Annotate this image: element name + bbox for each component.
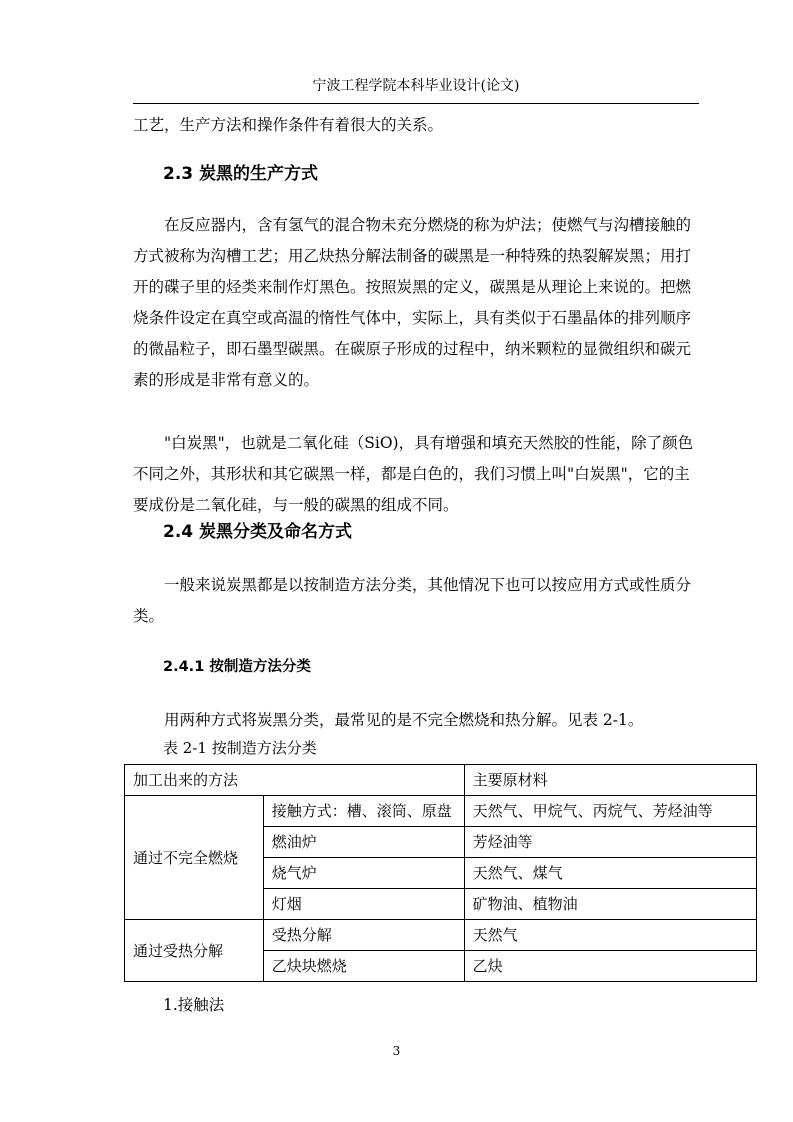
section-2-3-paragraph-1: 在反应器内，含有氢气的混合物未充分燃烧的称为炉法；使燃气与沟槽接触的方式被称为沟槽工艺；用乙炔热分解法制备的碳黑是一种特殊的热裂解炭黑；用打开的碟子里的烃类来制作灯黑色。按照炭黑的定义，碳黑是从理论上来说的。把燃烧条件设定在真空或高温的惰性气体中，实际上，具有类似于石墨晶体的排列顺序的微晶粒子，即石墨型碳黑。在碳原子形成的过程中，纳米颗粒的显微组织和碳元素的形成是非常有意义的。 xyxy=(133,216,692,389)
material-cell: 天然气、甲烷气、丙烷气、芳烃油等 xyxy=(464,796,756,827)
running-header: 宁波工程学院本科毕业设计(论文) xyxy=(312,78,520,94)
method-cell: 接触方式：槽、滚筒、原盘 xyxy=(263,796,464,827)
material-cell: 芳烃油等 xyxy=(464,827,756,858)
section-2-3-paragraph-2: "白炭黑"，也就是二氧化硅（SiO)，具有增强和填充天然胶的性能，除了颜色不同之外，其形状和其它碳黑一样，都是白色的，我们习惯上叫"白炭黑"，它的主要成份是二氧化硅，与一般的碳黑的组成不同。 xyxy=(133,434,694,514)
material-cell: 天然气 xyxy=(464,920,756,951)
method-cell: 受热分解 xyxy=(263,920,464,951)
method-cell: 烧气炉 xyxy=(263,858,464,889)
header-rule xyxy=(133,103,699,104)
group-cell-thermal-decomposition: 通过受热分解 xyxy=(125,920,264,982)
table-header-row xyxy=(125,765,757,796)
classification-table xyxy=(124,764,757,982)
section-2-4-heading: 2.4 炭黑分类及命名方式 xyxy=(163,522,353,542)
section-2-4-paragraph-1: 一般来说炭黑都是以按制造方法分类，其他情况下也可以按应用方式或性质分类。 xyxy=(133,576,692,625)
table-row xyxy=(125,920,757,951)
page-number: 3 xyxy=(392,1044,401,1058)
material-cell: 矿物油、植物油 xyxy=(464,889,756,920)
method-cell: 燃油炉 xyxy=(263,827,464,858)
header-cell-material: 主要原材料 xyxy=(464,765,756,796)
section-2-3-heading: 2.3 炭黑的生产方式 xyxy=(163,164,319,184)
material-cell: 天然气、煤气 xyxy=(464,858,756,889)
group-cell-incomplete-combustion: 通过不完全燃烧 xyxy=(125,796,264,920)
table-row xyxy=(125,796,757,827)
method-cell: 乙炔块燃烧 xyxy=(263,951,464,982)
section-2-4-1-heading: 2.4.1 按制造方法分类 xyxy=(163,659,311,675)
material-cell: 乙炔 xyxy=(464,951,756,982)
method-cell: 灯烟 xyxy=(263,889,464,920)
table-caption: 表 2-1 按制造方法分类 xyxy=(163,739,317,757)
section-2-4-1-paragraph-1: 用两种方式将炭黑分类，最常见的是不完全燃烧和热分解。见表 2-1。 xyxy=(164,711,644,729)
header-cell-method: 加工出来的方法 xyxy=(125,765,465,796)
subsection-item-contact-method: 1.接触法 xyxy=(163,996,225,1014)
paragraph-continued: 工艺，生产方法和操作条件有着很大的关系。 xyxy=(133,116,444,134)
